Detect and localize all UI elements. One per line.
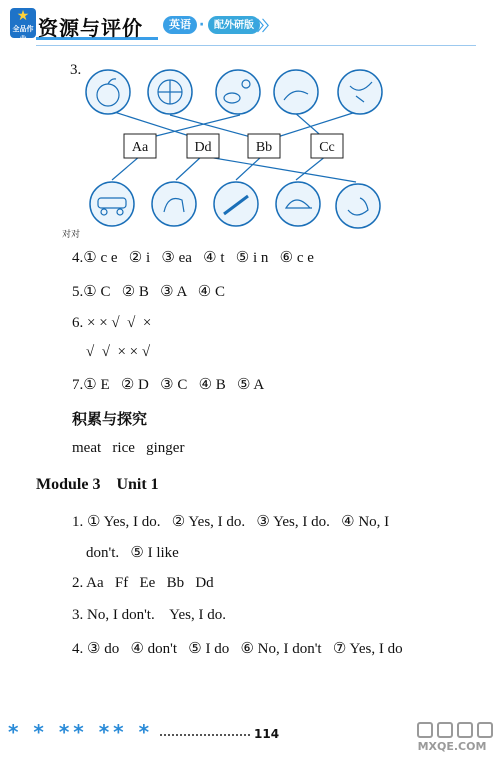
vocab-words: meat rice ginger xyxy=(72,440,185,456)
connector-line xyxy=(176,156,202,180)
car-picture xyxy=(90,182,134,226)
logo-text: 全品作业 xyxy=(12,25,34,43)
unit-answer-3: 3. No, I don't. Yes, I do. xyxy=(72,607,226,623)
watermark-logo xyxy=(408,720,496,754)
page-header xyxy=(0,0,500,50)
unit-answer-1b: don't. ⑤ I like xyxy=(86,545,179,561)
question-3-number: 3. xyxy=(70,62,82,78)
publisher-logo xyxy=(10,8,36,43)
module-title: Module 3 Unit 1 xyxy=(36,476,159,493)
bird-picture xyxy=(338,70,382,114)
letter-dd: Dd xyxy=(194,140,212,155)
duck-picture xyxy=(336,184,380,228)
answer-4: 4.① c e ② i ③ ea ④ t ⑤ i n ⑥ c e xyxy=(72,250,314,266)
cap-picture xyxy=(276,182,320,226)
unit-answer-1a: 1. ① Yes, I do. ② Yes, I do. ③ Yes, I do. ④ No, I xyxy=(72,514,390,530)
book-title: 资源与评价 xyxy=(38,16,143,40)
subject-badge: 英语 xyxy=(163,16,197,34)
footer-stars-decoration: * * ** ** * xyxy=(8,720,154,744)
footer-dotted-line xyxy=(160,734,250,736)
unit-answer-2: 2. Aa Ff Ee Bb Dd xyxy=(72,575,214,591)
series-badge: 配外研版 xyxy=(208,16,260,34)
apple-picture xyxy=(86,70,130,114)
section-heading: 积累与探究 xyxy=(72,410,148,428)
answer-7: 7.① E ② D ③ C ④ B ⑤ A xyxy=(72,377,265,393)
star-icon: ★ xyxy=(16,8,30,24)
answer-6-line1: 6. × × √ √ × xyxy=(72,315,152,331)
separator-dot: · xyxy=(199,17,205,33)
chevrons-icon: 〉〉〉 xyxy=(252,19,274,35)
page-number: 114 xyxy=(254,727,280,741)
letter-bb: Bb xyxy=(255,140,273,155)
connector-line xyxy=(112,156,140,180)
connector-line xyxy=(236,156,262,180)
header-divider xyxy=(36,45,476,46)
dog-picture xyxy=(152,182,196,226)
cat-picture xyxy=(274,70,318,114)
watermark-text: MXQE.COM xyxy=(417,740,487,753)
answer-5: 5.① C ② B ③ A ④ C xyxy=(72,284,225,300)
matching-diagram xyxy=(0,60,500,240)
answer-6-line2: √ √ × × √ xyxy=(86,344,151,360)
letter-aa: Aa xyxy=(131,140,149,155)
margin-mark: 对对 xyxy=(62,230,81,240)
animals-picture xyxy=(216,70,260,114)
unit-answer-4: 4. ③ do ④ don't ⑤ I do ⑥ No, I don't ⑦ Yes, I do xyxy=(72,641,403,657)
connector-line xyxy=(202,156,356,182)
letter-cc: Cc xyxy=(319,140,335,155)
